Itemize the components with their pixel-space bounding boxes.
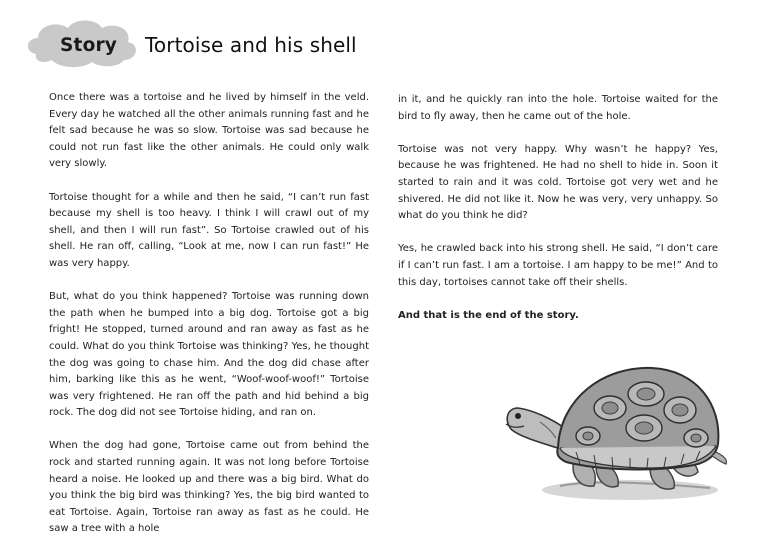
paragraph: Tortoise was not very happy. Why wasn’t he happy? Yes, because he was frightened. He had no shell to hide in. Soon it started to rain and it was cold. Tortoise got very wet and he shivered. He did not like it. Now he was very, very unhappy. So what do you think he did?: [398, 143, 718, 222]
right-column: [398, 92, 718, 341]
paragraph: But, what do you think happened? Tortoise was running down the path when he bumped into a big dog. Tortoise got a big fright! He stopped, turned around and ran away as fast as he could. What do you think Tortoise was thinking? Yes, he thought the dog was going to chase him. And the dog did chase after him, barking like this as he went, “Woof-woof-woof!” Tortoise was very frightened. He ran off the path and hid behind a big rock. The dog did not see Tortoise hiding, and ran on.: [49, 291, 369, 419]
paragraph: Once there was a tortoise and he lived by himself in the veld. Every day he watched all the other animals running fast and he felt sad because he was so slow. Tortoise was sad because he could not run fast like the other animals. He could only walk very slowly.: [49, 92, 369, 170]
story-badge-label: Story: [60, 35, 118, 56]
paragraph: Tortoise thought for a while and then he said, “I can’t run fast because my shell is too heavy. I think I will crawl out of my shell, and then I will run fast”. So Tortoise crawled out of his shell. He ran off, calling, “Look at me, now I can run fast!” He was very happy.: [49, 191, 369, 269]
tortoise-illustration-icon: [500, 352, 732, 512]
paragraph: When the dog had gone, Tortoise came out from behind the rock and started running again. It was not long before Tortoise heard a noise. He looked up and there was a big bird. What do you think the big bird was thinking? Yes, the big bird wanted to eat Tortoise. Again, Tortoise ran away as fast as he could. He saw a tree with a hole: [49, 440, 369, 535]
page-title: Tortoise and his shell: [145, 33, 357, 57]
left-column: [49, 90, 369, 555]
story-ending: And that is the end of the story.: [398, 309, 579, 321]
story-badge: [22, 14, 144, 72]
paragraph: Yes, he crawled back into his strong shell. He said, “I don’t care if I can’t run fast. I am a tortoise. I am happy to be me!” And to this day, tortoises cannot take off their shells.: [398, 243, 718, 288]
paragraph: in it, and he quickly ran into the hole. Tortoise waited for the bird to fly away, then he came out of the hole.: [398, 94, 718, 122]
